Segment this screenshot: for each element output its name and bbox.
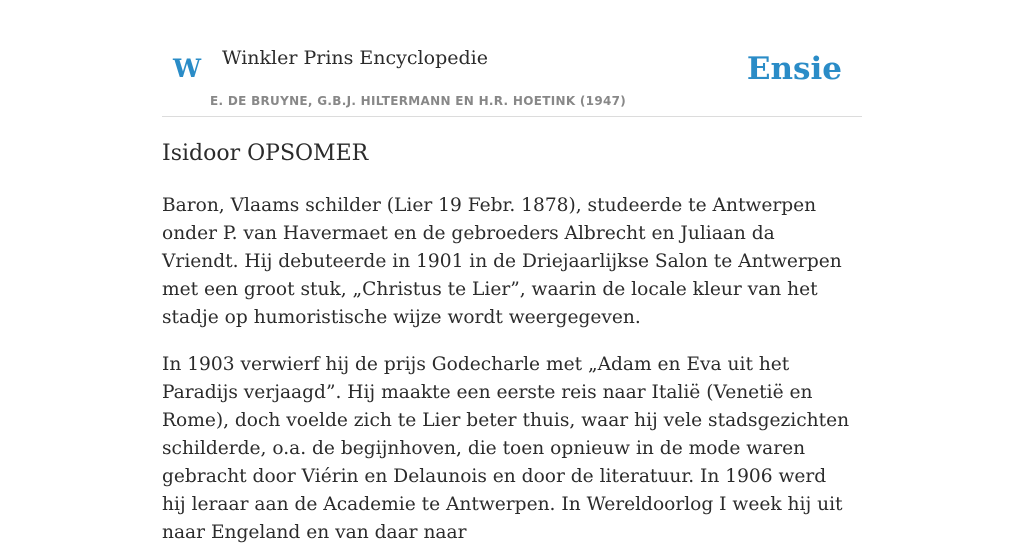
article-paragraph: In 1903 verwierf hij de prijs Godecharle met „Adam en Eva uit het Paradijs verjaagd”. Hij maakte een eerste reis naar Italië (Venetië en Rome), doch voelde zich te Lier beter thuis, waar hij vele stadsgezichten schilderde, o.a. de begijnhoven, die toen opnieuw in de mode waren gebracht door Viérin en Delaunois en door de literatuur. In 1906 werd hij leraar aan de Academie te Antwerpen. In Wereldoorlog I week hij uit naar Engeland en van daar naar xyxy=(162,354,850,543)
page-header xyxy=(162,0,862,117)
article-title: Isidoor OPSOMER xyxy=(162,141,369,166)
article-paragraph: Baron, Vlaams schilder (Lier 19 Febr. 1878), studeerde te Antwerpen onder P. van Havermaet en de gebroeders Albrecht en Juliaan da Vriendt. Hij debuteerde in 1901 in de Driejaarlijkse Salon te Antwerpen met een groot stuk, „Christus te Lier”, waarin de locale kleur van het stadje op humoristische wijze wordt weergegeven. xyxy=(162,195,842,328)
ensie-brand-logo[interactable]: Ensie xyxy=(746,51,842,87)
source-title[interactable]: Winkler Prins Encyclopedie xyxy=(222,47,488,69)
article-body xyxy=(162,138,862,547)
winkler-prins-logo[interactable]: W xyxy=(173,54,202,83)
source-authors: E. DE BRUYNE, G.B.J. HILTERMANN EN H.R. HOETINK (1947) xyxy=(210,94,627,108)
